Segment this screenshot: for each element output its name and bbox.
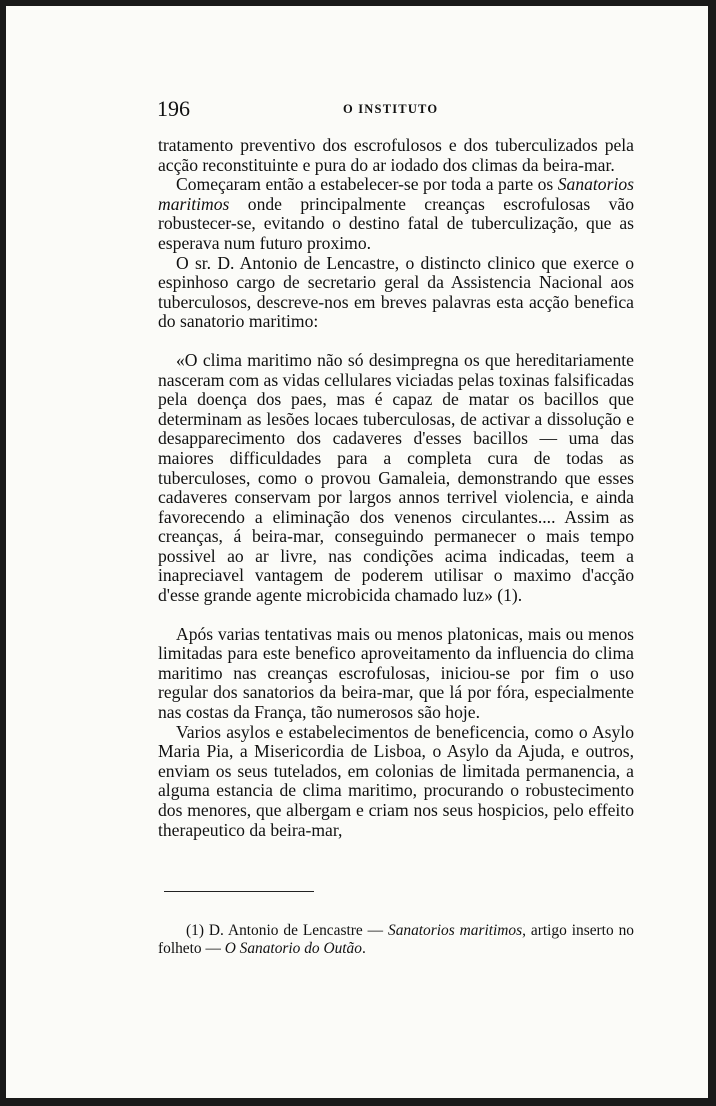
italic-text: Sanatorios maritimos	[388, 922, 523, 939]
paragraph-asylos	[158, 723, 634, 841]
body-text	[158, 136, 634, 840]
text-run: .	[361, 940, 366, 957]
running-title: O INSTITUTO	[343, 102, 439, 116]
footnote	[158, 922, 634, 958]
text-run: Começaram então a estabelecer-se por toda a parte os	[176, 174, 558, 195]
text-run: Após varias tentativas mais ou menos platonicas, mais ou menos limitadas para este benefico aproveitamento da influencia do clima maritimo nas creanças escrofulosas, iniciou-se por fim o uso regular dos sanatorios da beira-mar, que lá por fóra, especialmente nas costas da França, tão numerosos são hoje.	[158, 623, 634, 723]
paragraph-quotation	[158, 351, 634, 606]
page-number: 196	[157, 96, 190, 121]
text-run: onde principalmente creanças escrofulosas vão robustecer-se, evitando o destino fatal de tuberculização, que as esperava num futuro proximo.	[158, 193, 634, 253]
text-run: , artigo inserto no folheto —	[158, 922, 634, 957]
italic-text: Sanatorios maritimos	[158, 174, 634, 214]
footnote-divider	[164, 891, 314, 892]
text-run: O sr. D. Antonio de Lencastre, o distincto clinico que exerce o espinhoso cargo de secretario geral da Assistencia Nacional aos tuberculosos, descreve-nos em breves palavras esta acção benefica do sanatorio maritimo:	[158, 252, 634, 332]
italic-text: O Sanatorio do Outão	[224, 940, 362, 957]
text-run: Varios asylos e estabelecimentos de beneficencia, como o Asylo Maria Pia, a Misericordia de Lisboa, o Asylo da Ajuda, e outros, enviam os seus tutelados, em colonias de limitada permanencia, a alguma estancia de clima maritimo, procurando o robustecimento dos menores, que albergam e criam nos seus hospicios, pelo effeito therapeutico da beira-mar,	[158, 721, 634, 840]
text-run: «O clima maritimo não só desimpregna os que hereditariamente nasceram com as vidas cellulares viciadas pelas toxinas falsificadas pela doença dos paes, mas é capaz de matar os bacillos que determinam as lesões locaes tuberculosas, de activar a dissolução e desapparecimento dos cadaveres d'esses bacillos — uma das maiores difficuldades para a completa cura de todas as tuberculoses, como o provou Gamaleia, demonstrando que esses cadaveres conservam por largos annos terrivel violencia, e ainda favorecendo a eliminação dos venenos circulantes.... Assim as creanças, á beira-mar, conseguindo permanecer o mais tempo possivel ao ar livre, nas condições acima indicadas, teem a inapreciavel vantagem de poderem utilisar o maximo d'acção d'esse grande agente microbicida chamado luz» (1).	[158, 349, 634, 606]
book-page	[6, 6, 708, 1098]
text-run: tratamento preventivo dos escrofulosos e dos tuberculizados pela acção reconstituinte e pura do ar iodado dos climas da beira-mar.	[158, 135, 634, 175]
text-run: (1) D. Antonio de Lencastre —	[186, 922, 388, 939]
paragraph-continuation	[158, 136, 634, 175]
page-header	[157, 96, 637, 122]
paragraph-lencastre	[158, 254, 634, 332]
paragraph-sanatorios	[158, 175, 634, 253]
paragraph-tentativas	[158, 625, 634, 723]
